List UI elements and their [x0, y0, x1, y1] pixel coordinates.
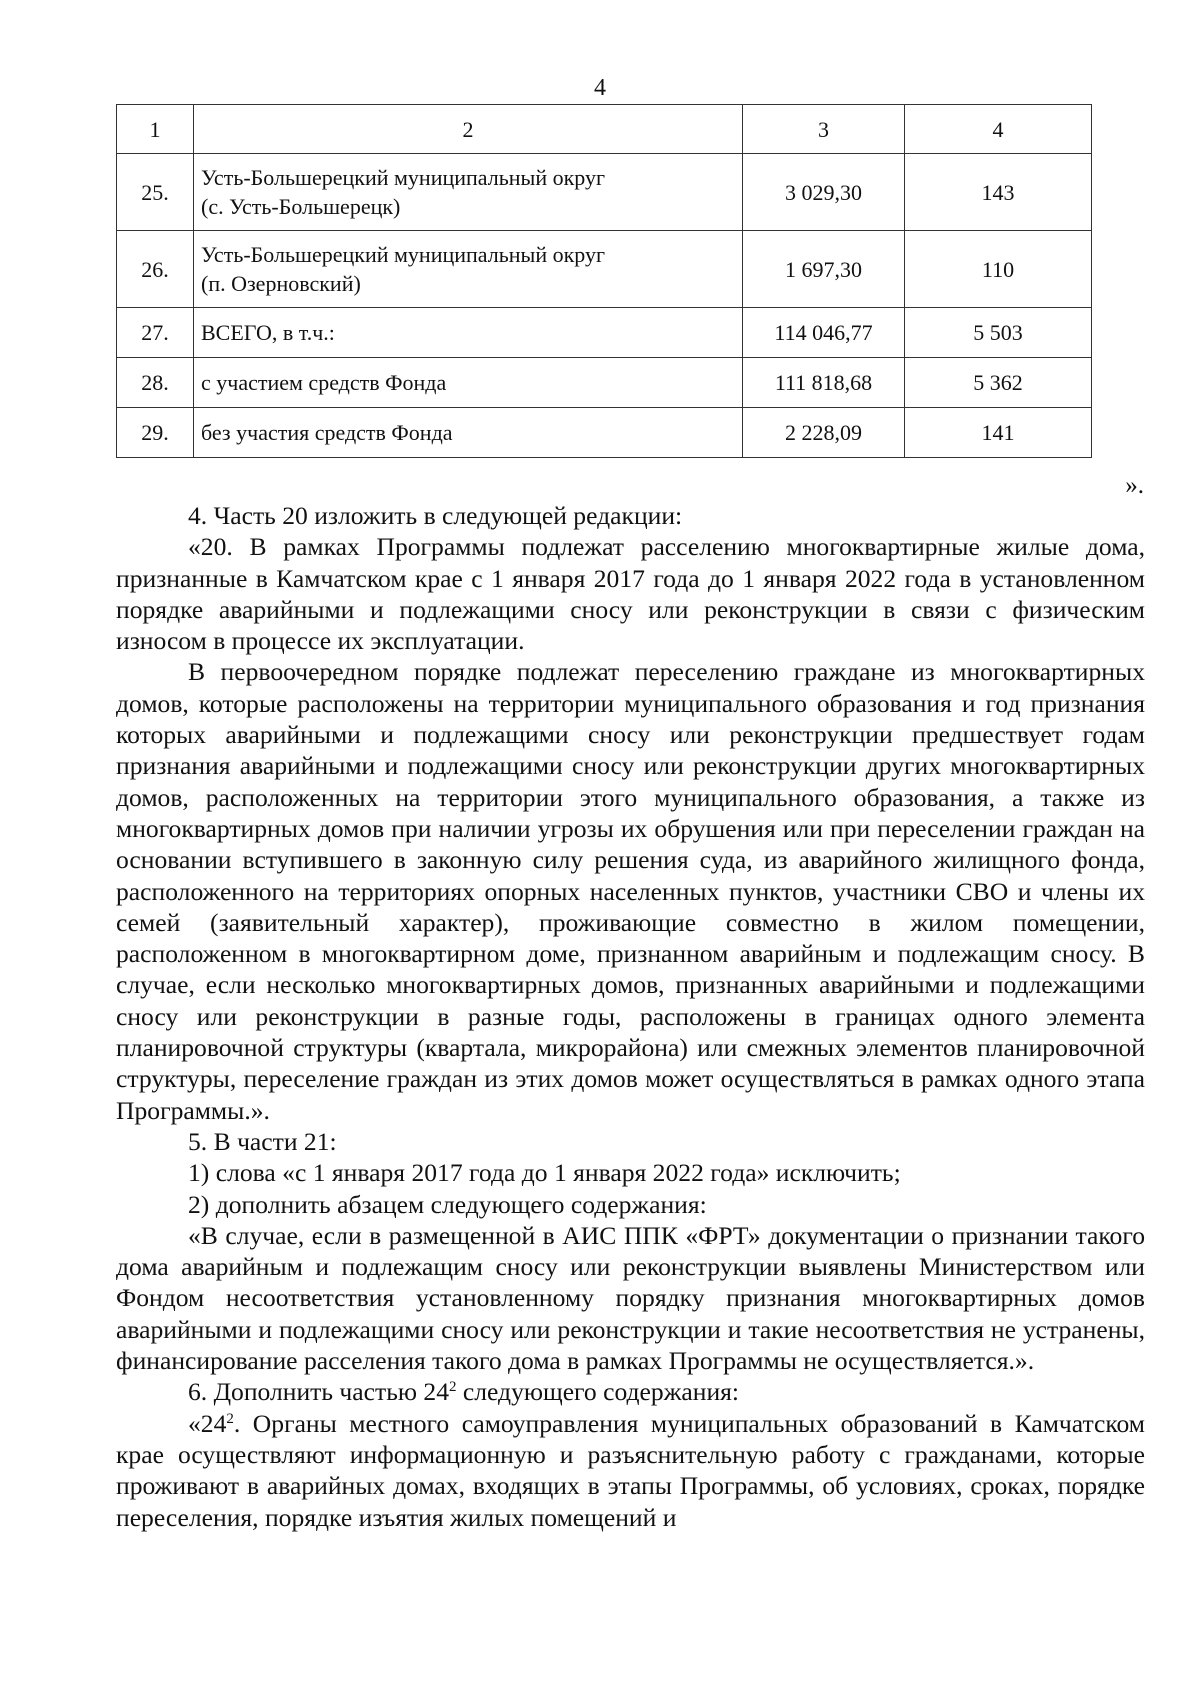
text-run: 6. Дополнить частью 24 — [188, 1377, 449, 1407]
row-name: без участия средств Фонда — [194, 408, 743, 458]
row-name: ВСЕГО, в т.ч.: — [194, 308, 743, 358]
paragraph: 1) слова «с 1 января 2017 года до 1 января 2022 года» исключить; — [188, 1158, 901, 1188]
row-people: 141 — [905, 408, 1092, 458]
paragraph: 4. Часть 20 изложить в следующей редакции: — [188, 501, 683, 530]
row-name: с участием средств Фонда — [194, 358, 743, 408]
paragraph — [116, 1376, 1145, 1407]
row-area: 3 029,30 — [743, 154, 905, 231]
table-row — [117, 308, 1092, 358]
row-area: 1 697,30 — [743, 231, 905, 308]
table-row — [117, 154, 1092, 231]
superscript: 2 — [226, 1410, 234, 1427]
header-cell: 4 — [905, 105, 1092, 154]
row-number: 28. — [117, 358, 194, 408]
table-row — [117, 408, 1092, 458]
row-people: 143 — [905, 154, 1092, 231]
table-header-row — [117, 105, 1092, 154]
row-people: 110 — [905, 231, 1092, 308]
row-number: 29. — [117, 408, 194, 458]
page-number: 4 — [594, 75, 606, 101]
header-cell: 1 — [117, 105, 194, 154]
data-table — [116, 104, 1092, 458]
header-cell: 3 — [743, 105, 905, 154]
row-name-line: Усть-Большерецкий муниципальный округ — [201, 242, 606, 267]
row-number: 27. — [117, 308, 194, 358]
header-cell: 2 — [194, 105, 743, 154]
document-body — [116, 500, 1145, 1533]
table-close-quote: ». — [1125, 472, 1144, 499]
superscript: 2 — [449, 1379, 457, 1396]
row-number: 26. — [117, 231, 194, 308]
row-area: 114 046,77 — [743, 308, 905, 358]
row-people: 5 362 — [905, 358, 1092, 408]
row-number: 25. — [117, 154, 194, 231]
row-name — [194, 154, 743, 231]
paragraph: 2) дополнить абзацем следующего содержания: — [188, 1189, 707, 1219]
row-name-line: (с. Усть-Большерецк) — [201, 194, 401, 219]
text-run: следующего содержания: — [456, 1377, 740, 1407]
paragraph: В первоочередном порядке подлежат переселению граждане из многоквартирных домов, которые расположены на территории муниципального образования и год признания которых аварийными и подлежащими сносу или реконструкции предшествует годам признания аварийными и подлежащими сносу или реконструкции других многоквартирных домов, расположенных на территории этого муниципального образования, а также из многоквартирных домов при наличии угрозы их обрушения или при переселении граждан на основании вступившего в законную силу решения суда, из аварийного жилищного фонда, расположенного на территориях опорных населенных пунктов, участники СВО и члены их семей (заявительный характер), проживающие совместно в жилом помещении, расположенном в многоквартирном доме, признанном аварийным и подлежащим сносу. В случае, если несколько многоквартирных домов, признанных аварийными и подлежащими сносу или реконструкции в разные годы, расположены в границах одного элемента планировочной структуры (квартала, микрорайона) или смежных элементов планировочной структуры, переселение граждан из этих домов может осуществляться в рамках одного этапа Программы.». — [116, 657, 1145, 1125]
row-name-line: Усть-Большерецкий муниципальный округ — [201, 165, 606, 190]
row-people: 5 503 — [905, 308, 1092, 358]
row-name — [194, 231, 743, 308]
row-area: 111 818,68 — [743, 358, 905, 408]
row-area: 2 228,09 — [743, 408, 905, 458]
table-row — [117, 231, 1092, 308]
paragraph: «В случае, если в размещенной в АИС ППК «ФРТ» документации о признании такого дома аварийным и подлежащим сносу или реконструкции выявлены Министерством или Фондом несоответствия установленному порядку признания многоквартирных домов аварийными и подлежащими сносу или реконструкции и такие несоответствия не устранены, финансирование расселения такого дома в рамках Программы не осуществляется.». — [116, 1220, 1145, 1376]
text-run: . Органы местного самоуправления муниципальных образований в Камчатском крае осуществляют информационную и разъяснительную работу с гражданами, которые проживают в аварийных домах, входящих в этапы Программы, об условиях, сроках, порядке переселения, порядке изъятия жилых помещений и — [116, 1408, 1145, 1532]
paragraph: «20. В рамках Программы подлежат расселению многоквартирные жилые дома, признанные в Камчатском крае с 1 января 2017 года до 1 января 2022 года в установленном порядке аварийными и подлежащими сносу или реконструкции в связи с физическим износом в процессе их эксплуатации. — [116, 532, 1145, 656]
text-run: «24 — [188, 1408, 227, 1438]
paragraph — [116, 1408, 1145, 1533]
table-row — [117, 358, 1092, 408]
row-name-line: (п. Озерновский) — [201, 271, 361, 296]
paragraph: 5. В части 21: — [188, 1126, 337, 1156]
